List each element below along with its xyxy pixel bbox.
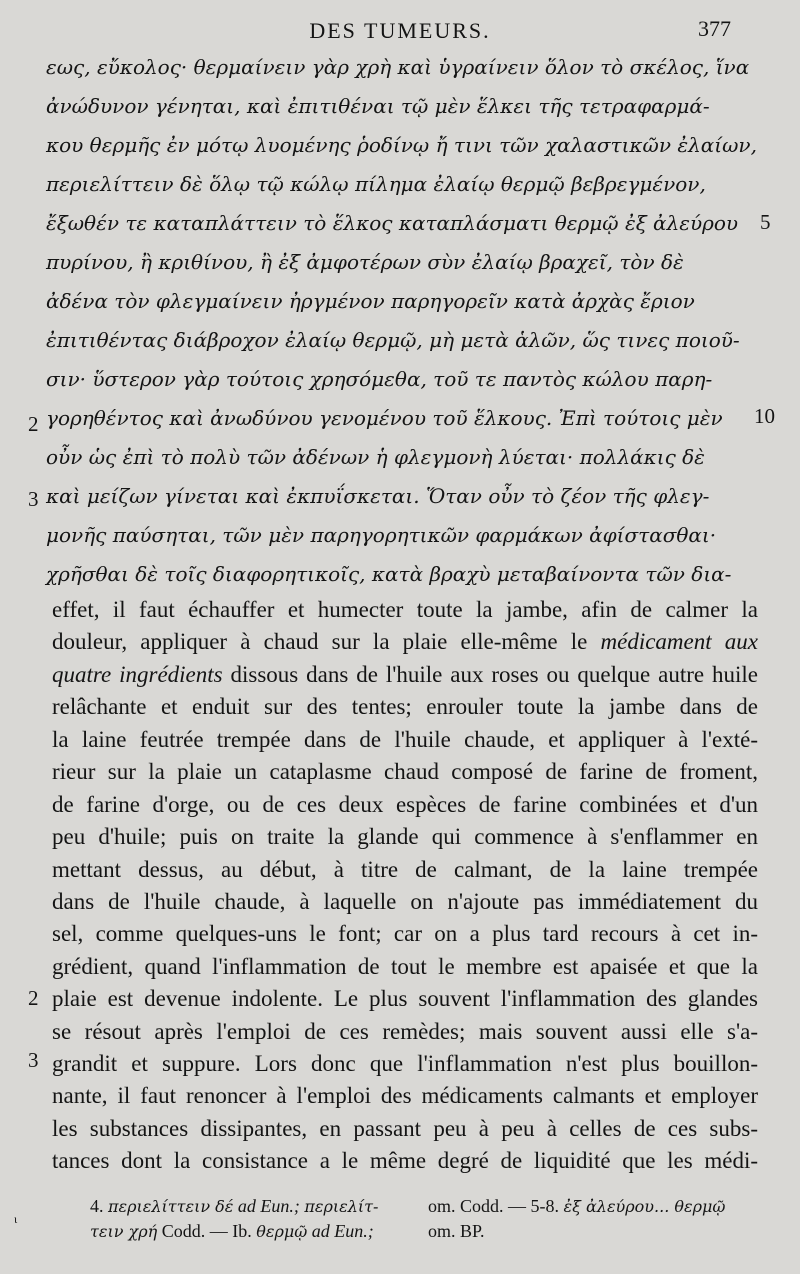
- french-line: de farine d'orge, ou de ces deux espèces de farine combinées et d'un: [52, 792, 758, 817]
- french-line: relâchante et enduit sur des tentes; enrouler toute la jambe dans de: [52, 694, 758, 719]
- french-line: les substances dissipantes, en passant peu à peu à celles de ces subs-: [52, 1116, 758, 1141]
- note-ref-3: 3: [28, 487, 39, 511]
- french-line: grandit et suppure. Lors donc que l'inflammation n'est plus bouillon-: [52, 1051, 758, 1076]
- greek-line: ἀνώδυνον γένηται, καὶ ἐπιτιθέναι τῷ μὲν ἕλκει τῆς τετραφαρμά-: [46, 94, 710, 118]
- greek-line: ἐπιτιθέντας διάβροχον ἐλαίῳ θερμῷ, μὴ μετὰ ἁλῶν, ὥς τινες ποιοῦ-: [46, 328, 740, 352]
- running-header: DES TUMEURS.: [309, 18, 491, 43]
- note-ref-2: 2: [28, 412, 39, 436]
- french-line: grédient, quand l'inflammation de tout le membre est apaisée et que la: [52, 954, 758, 979]
- greek-line: μονῆς παύσηται, τῶν μὲν παρηγορητικῶν φαρμάκων ἀφίστασθαι·: [46, 523, 717, 547]
- greek-line: καὶ μείζων γίνεται καὶ ἐκπυΐσκεται. Ὅταν οὖν τὸ ζέον τῆς φλεγ-: [46, 484, 710, 508]
- line-number-5: 5: [760, 210, 771, 234]
- footnote-om-bp: om. BP.: [428, 1221, 485, 1241]
- french-line: rieur sur la plaie un cataplasme chaud composé de farine de froment,: [52, 759, 758, 784]
- greek-line: σιν· ὕστερον γὰρ τούτοις χρησόμεθα, τοῦ τε παντὸς κώλου παρη-: [46, 367, 713, 391]
- greek-line: πυρίνου, ἢ κριθίνου, ἢ ἐξ ἀμφοτέρων σὺν ἐλαίῳ βραχεῖ, τὸν δὲ: [46, 250, 684, 274]
- note-ref-3: 3: [28, 1048, 39, 1072]
- french-line: douleur, appliquer à chaud sur la plaie elle-même le médicament aux: [52, 629, 758, 654]
- french-line: mettant dessus, au début, à titre de calmant, de la laine trempée: [52, 857, 758, 882]
- greek-line: κου θερμῆς ἐν μότῳ λυομένης ῥοδίνῳ ἤ τινι τῶν χαλαστικῶν ἐλαίων,: [46, 133, 757, 157]
- margin-mark: ι: [14, 1212, 18, 1226]
- footnote-4-line-2: τειν χρή Codd. — Ib. θερμῷ ad Eun.;: [90, 1221, 374, 1241]
- french-line: sel, comme quelques-uns le font; car on a plus tard recours à cet in-: [52, 921, 758, 946]
- french-line: la laine feutrée trempée dans de l'huile chaude, et appliquer à l'exté-: [52, 727, 758, 752]
- greek-line: οὖν ὡς ἐπὶ τὸ πολὺ τῶν ἀδένων ἡ φλεγμονὴ λύεται· πολλάκις δὲ: [46, 445, 705, 469]
- greek-line: χρῆσθαι δὲ τοῖς διαφορητικοῖς, κατὰ βραχὺ μεταβαίνοντα τῶν δια-: [46, 562, 732, 586]
- french-line: quatre ingrédients dissous dans de l'huile aux roses ou quelque autre huile: [52, 662, 759, 687]
- page-number: 377: [698, 16, 731, 41]
- french-line: dans de l'huile chaude, à laquelle on n'ajoute pas immédiatement du: [52, 889, 758, 914]
- greek-line: ἀδένα τὸν φλεγμαίνειν ἠργμένον παρηγορεῖν κατὰ ἀρχὰς ἔριον: [46, 289, 695, 313]
- greek-line: γορηθέντος καὶ ἀνωδύνου γενομένου τοῦ ἕλκους. Ἐπὶ τούτοις μὲν: [46, 406, 723, 430]
- french-line: peu d'huile; puis on traite la glande qui commence à s'enflammer en: [52, 824, 758, 849]
- french-line: effet, il faut échauffer et humecter toute la jambe, afin de calmer la: [52, 597, 758, 622]
- greek-line: περιελίττειν δὲ ὅλῳ τῷ κώλῳ πίλημα ἐλαίῳ θερμῷ βεβρεγμένον,: [46, 172, 706, 196]
- note-ref-2: 2: [28, 986, 39, 1010]
- footnote-4-line-1: 4. περιελίττειν δέ ad Eun.; περιελίτ-: [90, 1196, 379, 1216]
- french-line: nante, il faut renoncer à l'emploi des médicaments calmants et employer: [52, 1083, 758, 1108]
- french-line: se résout après l'emploi de ces remèdes; mais souvent aussi elle s'a-: [52, 1019, 758, 1044]
- line-number-10: 10: [754, 404, 775, 428]
- french-line: tances dont la consistance a le même degré de liquidité que les médi-: [52, 1148, 758, 1173]
- french-line: plaie est devenue indolente. Le plus souvent l'inflammation des glandes: [52, 986, 758, 1011]
- footnote-5-8: om. Codd. — 5-8. ἐξ ἀλεύρου... θερμῷ: [428, 1196, 726, 1216]
- greek-line: ἔξωθέν τε καταπλάττειν τὸ ἕλκος καταπλάσματι θερμῷ ἐξ ἀλεύρου: [46, 211, 739, 235]
- greek-line: εως, εὔκολος· θερμαίνειν γὰρ χρὴ καὶ ὑγραίνειν ὅλον τὸ σκέλος, ἵνα: [46, 55, 750, 79]
